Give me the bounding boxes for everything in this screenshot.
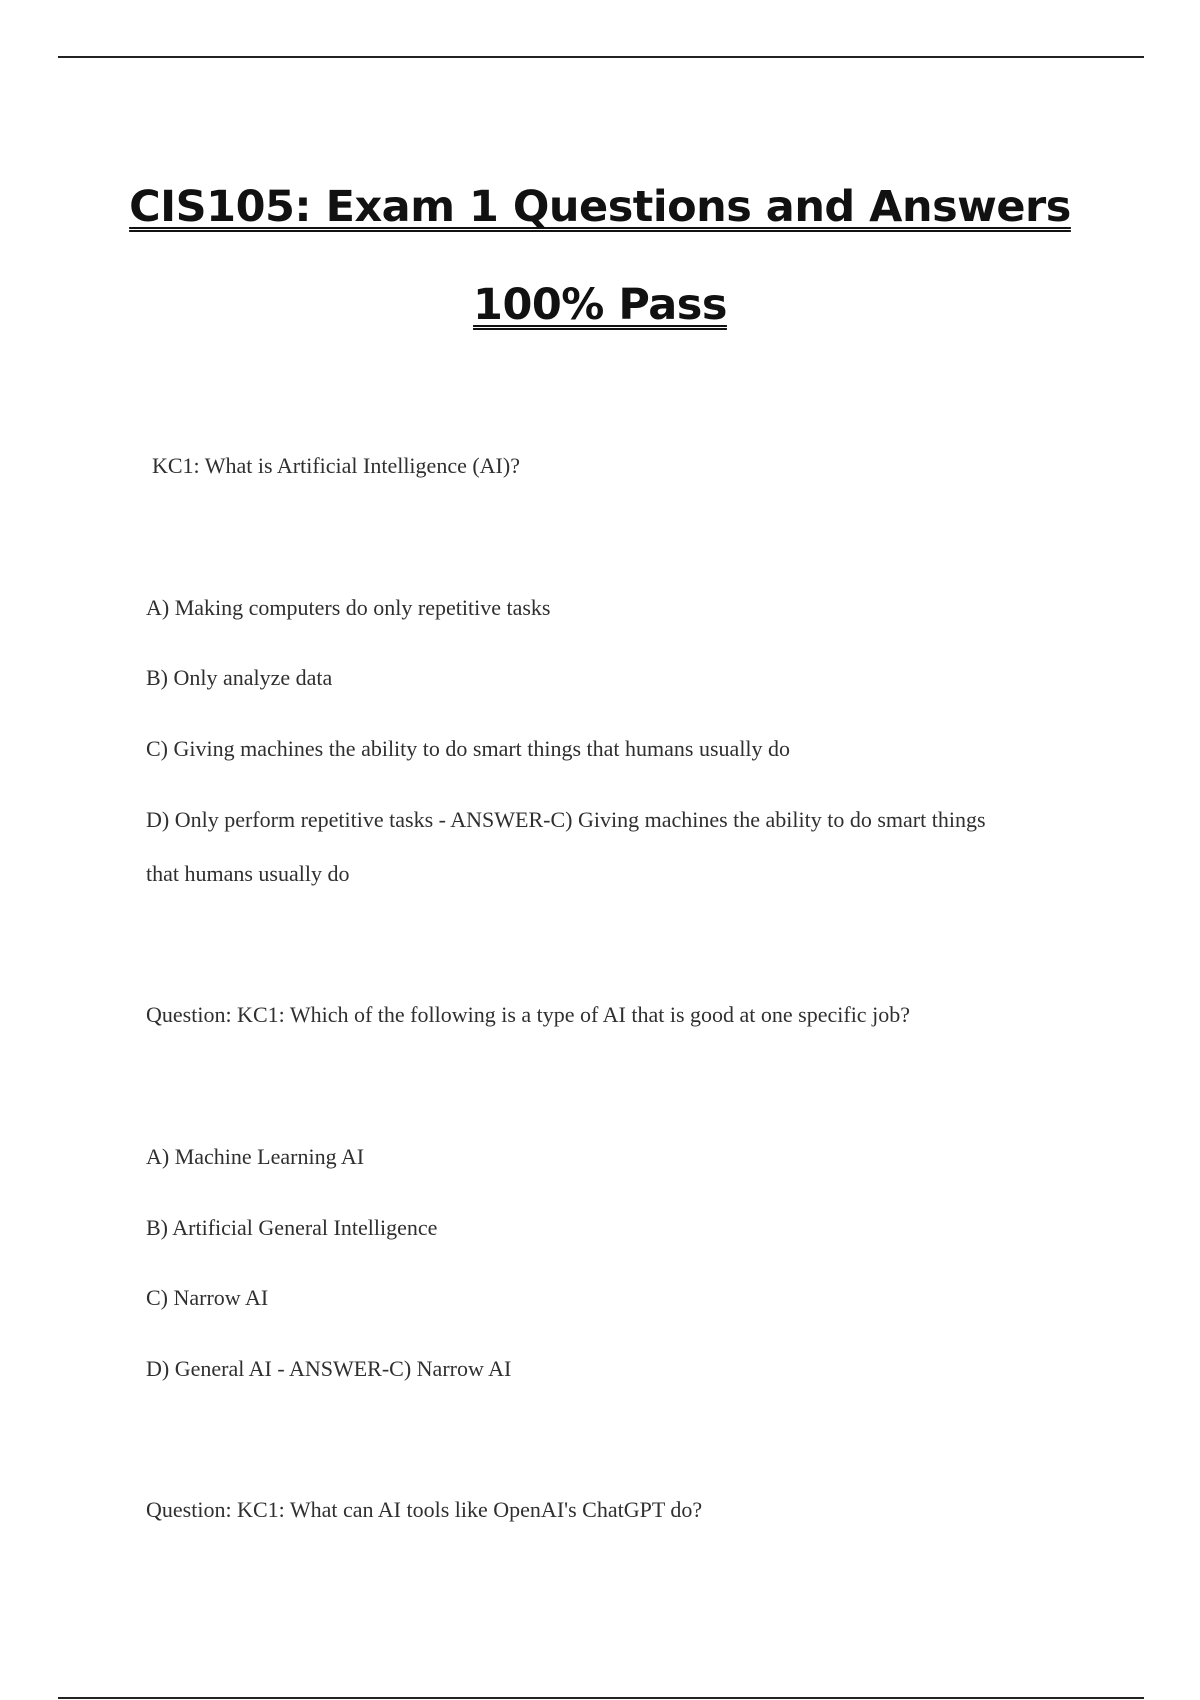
question-2-option-d: D) General AI - ANSWER-C) Narrow AI xyxy=(146,1356,512,1381)
question-1-option-d-continued: that humans usually do xyxy=(146,861,350,886)
question-1-option-a: A) Making computers do only repetitive tasks xyxy=(146,595,551,620)
question-2-prompt: Question: KC1: Which of the following is a type of AI that is good at one specific job? xyxy=(146,1002,910,1027)
question-2-option-b: B) Artificial General Intelligence xyxy=(146,1215,438,1240)
bottom-rule xyxy=(58,1697,1144,1699)
question-1-option-c: C) Giving machines the ability to do smart things that humans usually do xyxy=(146,736,791,761)
question-2-option-a: A) Machine Learning AI xyxy=(146,1144,365,1169)
title-line-1: CIS105: Exam 1 Questions and Answers xyxy=(129,182,1071,232)
question-3-prompt: Question: KC1: What can AI tools like OpenAI's ChatGPT do? xyxy=(146,1497,703,1522)
question-2-option-c: C) Narrow AI xyxy=(146,1285,269,1310)
title-line-2: 100% Pass xyxy=(473,280,727,330)
top-rule xyxy=(58,56,1144,58)
question-1-option-b: B) Only analyze data xyxy=(146,665,333,690)
document-title xyxy=(0,178,1200,334)
question-1-option-d: D) Only perform repetitive tasks - ANSWER-C) Giving machines the ability to do smart things xyxy=(146,807,986,832)
question-1-prompt: KC1: What is Artificial Intelligence (AI)? xyxy=(152,453,520,478)
